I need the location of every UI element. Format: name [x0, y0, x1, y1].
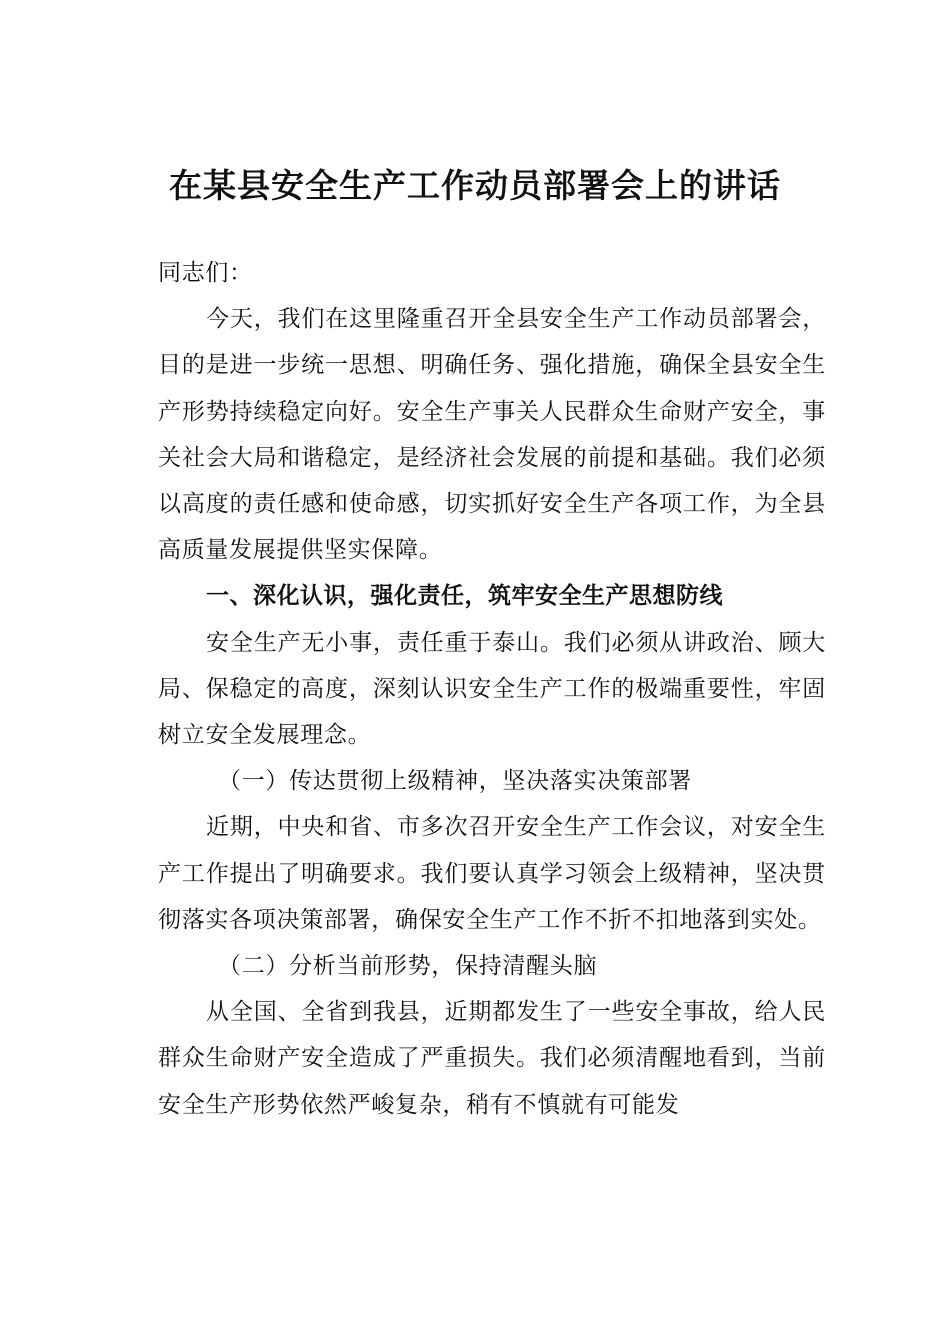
paragraph-section-1: 安全生产无小事，责任重于泰山。我们必须从讲政治、顾大局、保稳定的高度，深刻认识安全生产工作的极端重要性，牢固树立安全发展理念。	[158, 629, 826, 749]
paragraph-intro: 今天，我们在这里隆重召开全县安全生产工作动员部署会，目的是进一步统一思想、明确任务、强化措施，确保全县安全生产形势持续稳定向好。安全生产事关人民群众生命财产安全，事关社会大局和谐稳定，是经济社会发展的前提和基础。我们必须以高度的责任感和使命感，切实抓好安全生产各项工作，为全县高质量发展提供坚实保障。	[158, 306, 826, 564]
section-heading-1: 一、深化认识，强化责任，筑牢安全生产思想防线	[206, 583, 723, 610]
salutation: 同志们：	[158, 260, 253, 286]
document-body	[158, 250, 826, 1128]
document-title: 在某县安全生产工作动员部署会上的讲话	[169, 166, 781, 205]
subsection-heading-1: （一）传达贯彻上级精神，坚决落实决策部署	[218, 768, 692, 795]
paragraph-subsection-1: 近期，中央和省、市多次召开安全生产工作会议，对安全生产工作提出了明确要求。我们要认真学习领会上级精神，坚决贯彻落实各项决策部署，确保安全生产工作不折不扣地落到实处。	[158, 814, 826, 933]
subsection-heading-2: （二）分析当前形势，保持清醒头脑	[218, 953, 598, 980]
paragraph-subsection-2: 从全国、全省到我县，近期都发生了一些安全事故，给人民群众生命财产安全造成了严重损失。我们必须清醒地看到，当前安全生产形势依然严峻复杂，稍有不慎就有可能发	[158, 999, 826, 1118]
